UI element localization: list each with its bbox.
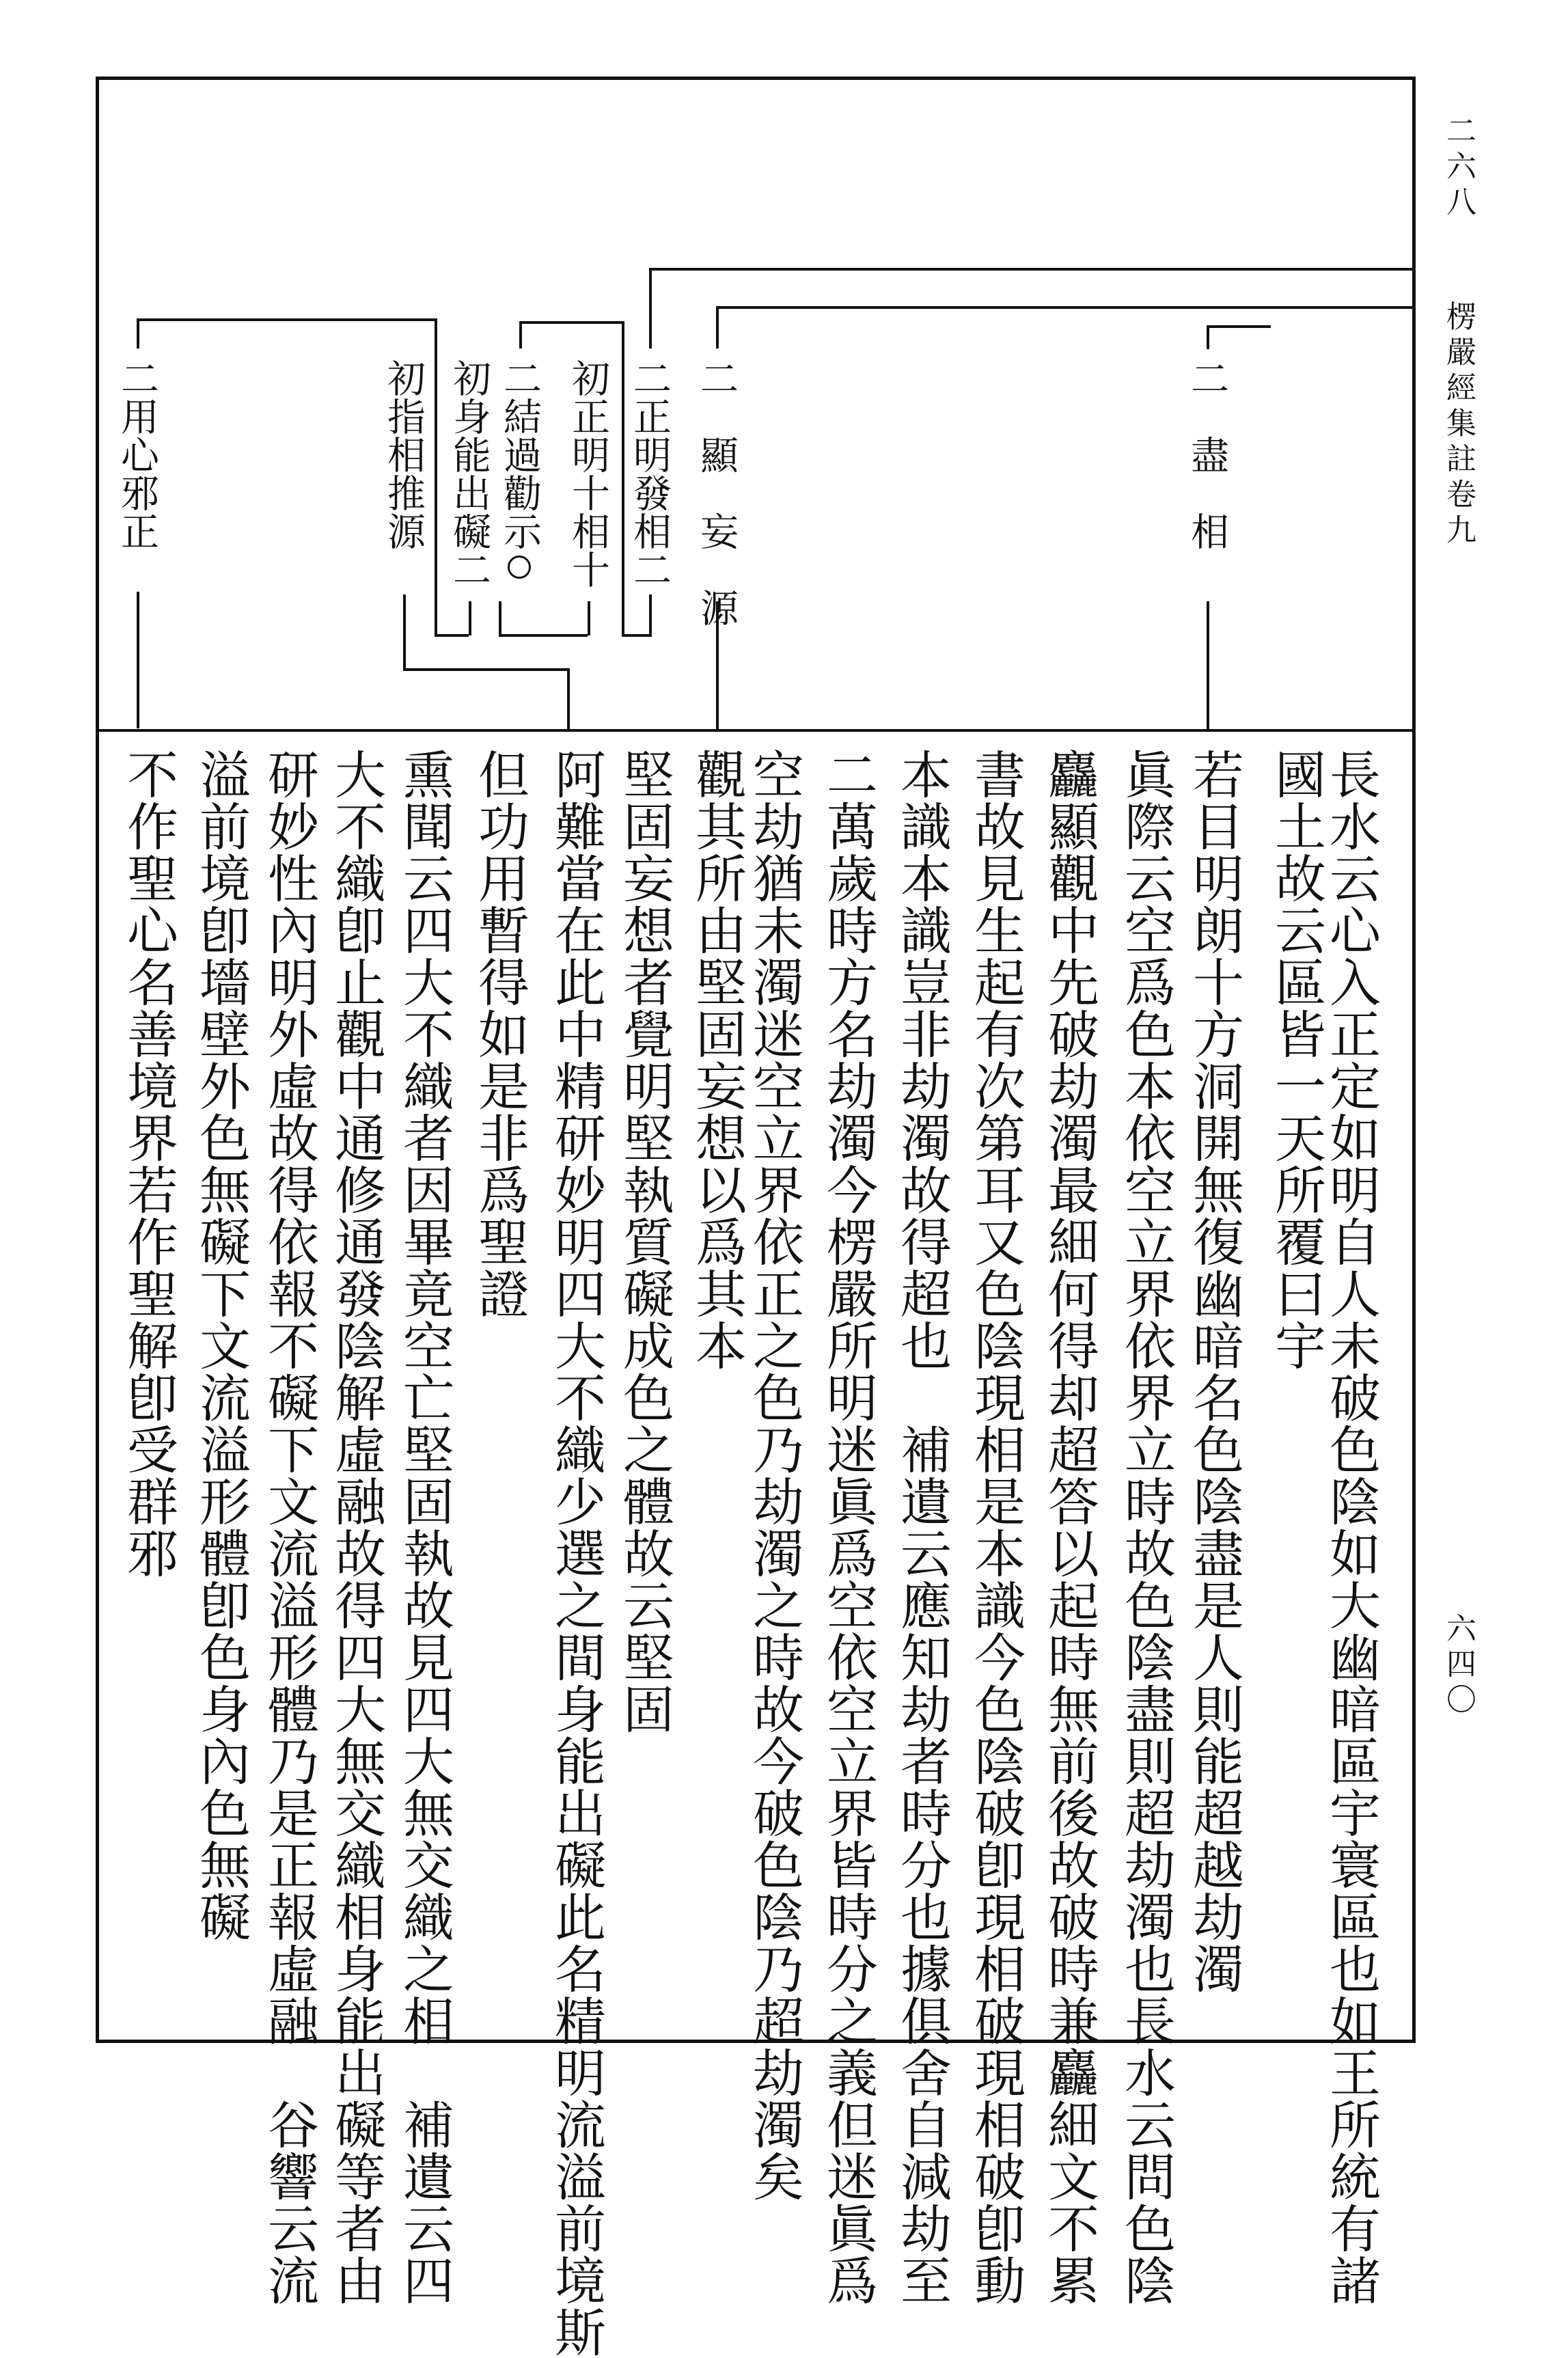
outline-connector — [588, 601, 590, 635]
outline-connector — [567, 668, 570, 730]
outline-connector — [519, 321, 522, 348]
outline-connector — [403, 594, 406, 670]
text-column: 研妙性內明外虛故得依報不礙下文流溢形體乃是正報虛融 谷響云流 — [260, 748, 320, 2306]
outline-connector — [1209, 325, 1271, 328]
text-column: 麤顯觀中先破劫濁最細何得却超答以起時無前後故破時兼麤細文不累 — [1040, 748, 1100, 2306]
outline-connector — [137, 592, 139, 728]
outline-connector — [622, 321, 624, 635]
outline-connector — [469, 601, 471, 635]
text-column: 若目明朗十方洞開無復幽暗名色陰盡是人則能超越劫濁 — [1185, 748, 1245, 1994]
header-body-divider — [96, 729, 1416, 732]
outline-node-6: 初身能出礙二 — [447, 359, 491, 588]
outline-connector — [499, 634, 588, 637]
outline-node-3: 二正明發相二 — [627, 359, 672, 588]
text-column: 阿難當在此中精研妙明四大不織少選之間身能出礙此名精明流溢前境斯 — [547, 748, 607, 2358]
running-head-page-left: 二六八 — [1441, 115, 1476, 221]
text-column: 書故見生起有次第耳又色陰現相是本識今色陰破卽現相破現相破卽動 — [966, 748, 1026, 2306]
outline-connector — [435, 634, 469, 637]
text-column: 不作聖心名善境界若作聖解卽受群邪 — [119, 748, 179, 1579]
outline-connector — [649, 268, 1416, 271]
outline-node-5-label: 二結過勸示 — [497, 359, 542, 550]
text-column: 溢前境卽墻壁外色無礙下文流溢形體卽色身內色無礙 — [191, 748, 251, 1943]
outline-connector — [499, 601, 501, 635]
text-column: 但功用暫得如是非爲聖證 — [470, 748, 530, 1319]
outline-node-4: 初正明十相十 — [566, 359, 610, 588]
outline-connector — [649, 594, 652, 635]
text-column: 二萬歲時方名劫濁今楞嚴所明迷眞爲空依空立界皆時分之義但迷眞爲 — [819, 748, 879, 2306]
outline-node-5 — [497, 359, 542, 584]
running-head-title: 楞嚴經集註卷九 — [1441, 301, 1476, 549]
outline-connector — [1207, 325, 1209, 349]
text-column: 觀其所由堅固妄想以爲其本 — [687, 748, 747, 1371]
outline-connector — [403, 668, 567, 671]
text-column: 眞際云空爲色本依空立界依界立時故色陰盡則超劫濁也長水云問色陰 — [1116, 748, 1177, 2306]
text-column: 空劫猶未濁迷空立界依正之色乃劫濁之時故今破色陰乃超劫濁矣 — [745, 748, 805, 2202]
page-number: 六四〇 — [1441, 1613, 1476, 1719]
outline-connector — [716, 306, 1416, 309]
outline-node-1: 二 盡 相 — [1185, 359, 1229, 550]
outline-connector — [1207, 601, 1209, 731]
outline-node-2: 二 顯 妄 源 — [694, 359, 739, 627]
outline-connector — [649, 268, 652, 348]
outline-connector — [622, 634, 652, 637]
text-column: 堅固妄想者覺明堅執質礙成色之體故云堅固 — [615, 748, 675, 1735]
outline-connector — [519, 321, 622, 324]
outline-node-7: 初指相推源 — [381, 359, 426, 550]
outline-node-8: 二用心邪正 — [115, 359, 159, 550]
outline-connector — [716, 306, 719, 348]
text-column: 熏聞云四大不織者因畢竟空亡堅固執故見四大無交織之相 補遺云四 — [395, 748, 455, 2306]
text-column: 國土故云區皆一天所覆曰宇 — [1267, 748, 1327, 1371]
text-column: 長水云心入正定如明自人未破色陰如大幽暗區宇寰區也如王所統有諸 — [1321, 748, 1381, 2306]
outline-connector — [137, 318, 437, 321]
circle-mark-icon — [508, 556, 531, 579]
text-column: 大不織卽止觀中通修通發陰解虛融故得四大無交織相身能出礙等者由 — [327, 748, 387, 2306]
text-column: 本識本識豈非劫濁故得超也 補遺云應知劫者時分也據俱舍自減劫至 — [892, 748, 952, 2306]
outline-connector — [137, 318, 139, 348]
outline-connector — [435, 318, 437, 635]
